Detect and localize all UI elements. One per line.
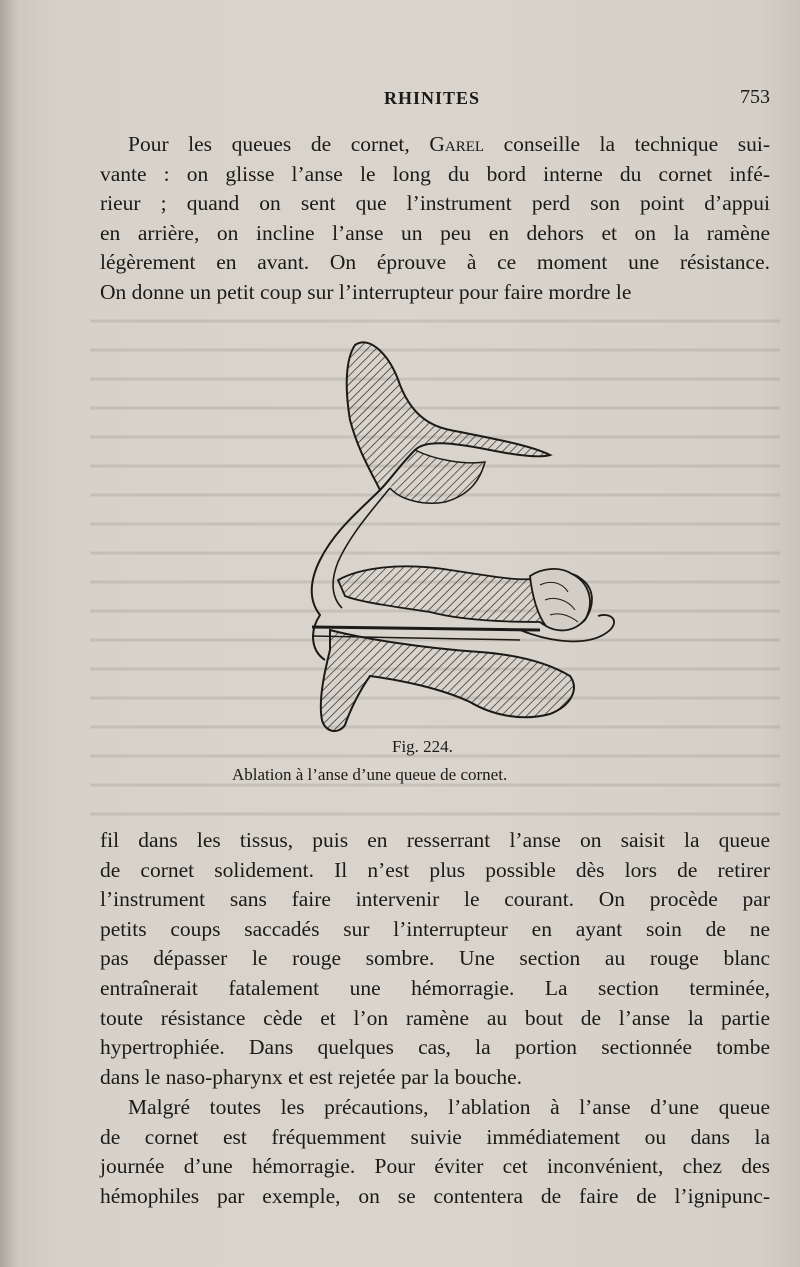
nasal-floor xyxy=(321,630,574,731)
text-line: dans le naso-pharynx et est rejetée par la bouche. xyxy=(100,1064,523,1089)
text-line: Pour les queues de cornet, Garel conseille la technique sui- xyxy=(128,132,770,156)
text-line: rieur ; quand on sent que l’instrument perd son point d’appui xyxy=(100,191,770,216)
text-line: entraînerait fatalement une hémorragie. La section terminée, xyxy=(100,975,770,1000)
text-line: en arrière, on incline l’anse un peu en dehors et on la ramène xyxy=(100,220,770,245)
text-line: fil dans les tissus, puis en resserrant l’anse on saisit la queue xyxy=(100,828,770,852)
text-line: l’instrument sans faire intervenir le courant. On procède par xyxy=(100,887,770,912)
paragraph-1 xyxy=(100,130,770,308)
text-line: hémophiles par exemple, on se contentera de faire de l’ignipunc- xyxy=(100,1183,770,1208)
cornet-tissue xyxy=(338,566,592,630)
page-number: 753 xyxy=(740,86,770,108)
author-name: Garel xyxy=(429,132,485,156)
text-line: toute résistance cède et l’on ramène au bout de l’anse la partie xyxy=(100,1005,770,1030)
paragraph-3 xyxy=(100,1093,770,1211)
text-line: pas dépasser le rouge sombre. Une section au rouge blanc xyxy=(100,946,770,971)
text-line: petits coups saccadés sur l’interrupteur en ayant soin de ne xyxy=(100,916,770,941)
running-title: RHINITES xyxy=(384,88,481,108)
page-header xyxy=(100,88,770,116)
text-line: légèrement en avant. On éprouve à ce moment une résistance. xyxy=(100,250,770,275)
text-line: hypertrophiée. Dans quelques cas, la portion sectionnée tombe xyxy=(100,1035,770,1060)
text-line: de cornet solidement. Il n’est plus possible dès lors de retirer xyxy=(100,857,770,882)
text-line: de cornet est fréquemment suivie immédiatement ou dans la xyxy=(100,1124,770,1149)
figure-caption: Ablation à l’anse d’une queue de cornet. xyxy=(232,765,508,784)
text-line: Malgré toutes les précautions, l’ablation à l’anse d’une queue xyxy=(128,1095,770,1119)
text-line: journée d’une hémorragie. Pour éviter cet inconvénient, chez des xyxy=(100,1154,770,1179)
paragraph-2 xyxy=(100,826,770,1092)
figure-illustration xyxy=(250,330,620,740)
text-line: On donne un petit coup sur l’interrupteur pour faire mordre le xyxy=(100,279,632,304)
figure-label: Fig. 224. xyxy=(392,737,453,756)
text-line: vante : on glisse l’anse le long du bord interne du cornet infé- xyxy=(100,161,770,186)
